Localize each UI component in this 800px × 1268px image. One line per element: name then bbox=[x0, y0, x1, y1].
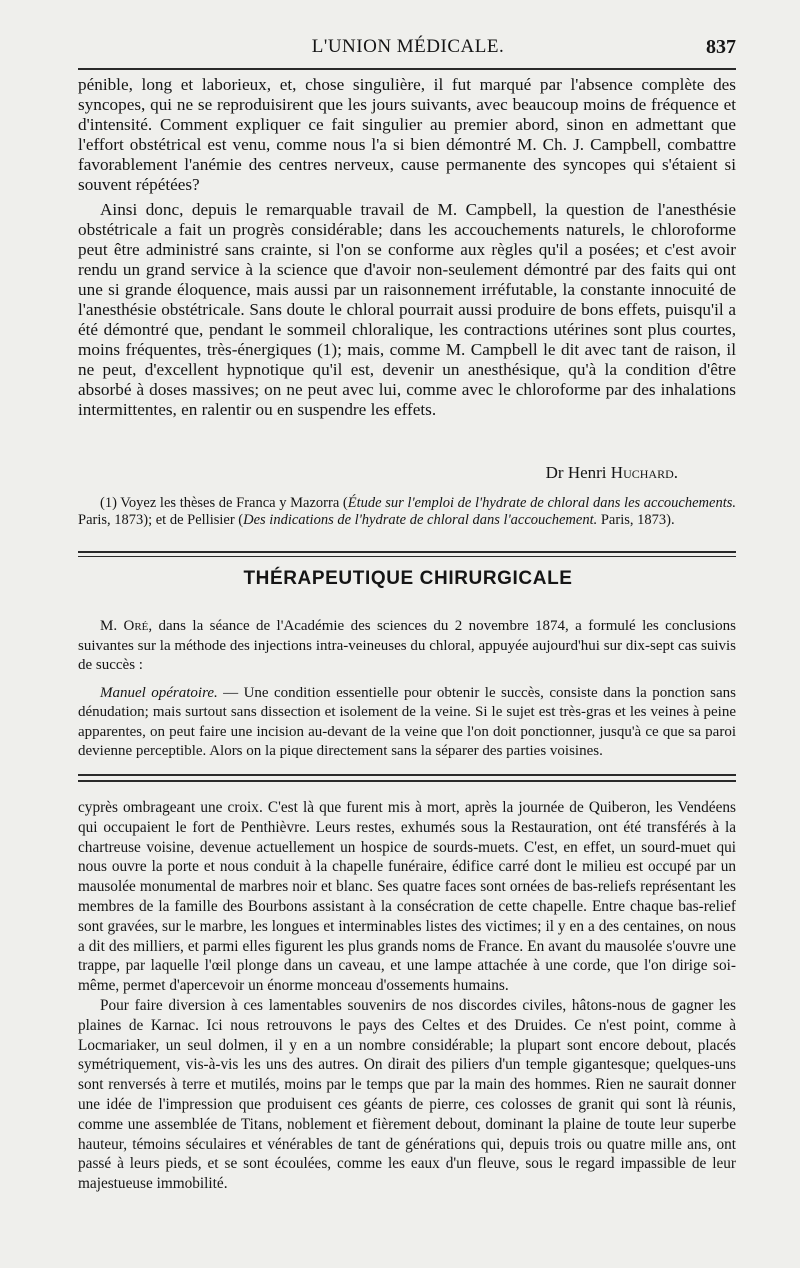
article-signature bbox=[78, 463, 678, 483]
feuilleton-rule-1 bbox=[78, 774, 736, 776]
section-intro: M. Oré, dans la séance de l'Académie des sciences du 2 novembre 1874, a formulé les conclusions suivantes sur la méthode des injections intra-veineuses du chloral, appuyée aujourd'hui sur dix-sept cas suivis de succès : bbox=[78, 618, 736, 673]
footnote-title-2: Des indications de l'hydrate de chloral dans l'accouchement. bbox=[243, 512, 598, 528]
footnote bbox=[78, 495, 736, 529]
article-paragraph-2: Ainsi donc, depuis le remarquable travail de M. Campbell, la question de l'anesthésie obstétricale a fait un progrès considérable; dans les accouchements naturels, le chloroforme peut être administré sans crainte, si l'on se conforme aux règles qu'il a posées; et c'est avoir rendu un grand service à la science que d'avoir non-seulement démontré par des faits qui ont une si grande éloquence, mais aussi par un raisonnement irréfutable, la constante innocuité de l'anesthésie obstétricale. Sans doute le chloral pourrait aussi produire de bons effets, puisqu'il a été démontré que, pendant le sommeil chloralique, les contractions utérines sont plus courtes, moins fréquentes, très-énergiques (1); mais, comme M. Campbell le dit avec tant de raison, il ne peut, d'excellent hypnotique qu'il est, devenir un anesthésique, qu'à la condition d'être absorbé à doses massives; on ne peut avec lui, comme avec le chloroforme par des inhalations intermittentes, en ralentir ou en suspendre les effets. bbox=[78, 200, 736, 419]
feuilleton-body bbox=[78, 798, 736, 1194]
section-title: THÉRAPEUTIQUE CHIRURGICALE bbox=[243, 568, 573, 589]
section-body bbox=[78, 617, 736, 762]
section-method: Manuel opératoire. — Une condition essentielle pour obtenir le succès, consiste dans la ponction sans dénudation; mais surtout sans dissection et isolement de la veine. Si le sujet est très-gras et les veines à peine apparentes, on peut faire une incision au-devant de la veine que l'on doit ponctionner, jusqu'à ce que sa paroi devienne perceptible. Alors on la pique directement sans la séparer des parties voisines. bbox=[78, 684, 736, 759]
signature-prefix: Dr Henri bbox=[545, 463, 611, 482]
footnote-mid: Paris, 1873); et de Pellisier ( bbox=[78, 512, 244, 528]
article-paragraph-1: pénible, long et laborieux, et, chose singulière, il fut marqué par l'absence complète des syncopes, qui ne se reproduisirent que les jours suivants, avec beaucoup moins de fréquence et d'intensité. Comment expliquer ce fait singulier au premier abord, sinon en admettant que l'effort obstétrical est venu, comme nous l'a si bien démontré M. Ch. J. Campbell, combattre favorablement l'anémie des centres nerveux, cause permanente des syncopes qui s'étaient si souvent répétées? bbox=[78, 75, 736, 194]
feuilleton-paragraph-2: Pour faire diversion à ces lamentables souvenirs de nos discordes civiles, hâtons-nous de gagner les plaines de Karnac. Ici nous retrouvons le pays des Celtes et des Druides. Ce n'est point, comme à Locmariaker, un seul dolmen, il y en a un nombre considérable; la plupart sont encore debout, placés symétriquement, vis-à-vis les uns des autres. On dirait des piliers d'un temple gigantesque; quelques-uns sont renversés à terre et mutilés, moins par le temps que par la main des hommes. Rien ne saurait donner une idée de l'impression que produisent ces géants de pierre, ces colosses de granit qui sont là réunis, comme une assemblée de Titans, noblement et fièrement debout, dominant la plaine de toute leur superbe hauteur, témoins séculaires et vénérables de tant de générations qui, depuis trois ou quatre mille ans, ont passé à leurs pieds, et se sont écoulées, comme les eaux d'un fleuve, sous le regard impassible de leur majestueuse immobilité. bbox=[78, 996, 736, 1193]
footnote-pre: (1) Voyez les thèses de Franca y Mazorra ( bbox=[100, 495, 348, 511]
running-head bbox=[78, 36, 738, 60]
section-rule-top-2 bbox=[78, 556, 736, 557]
signature-name: Huchard. bbox=[610, 463, 678, 482]
journal-title: L'UNION MÉDICALE. bbox=[311, 36, 505, 57]
header-rule bbox=[78, 68, 736, 70]
section-subhead: Manuel opératoire. bbox=[100, 684, 218, 701]
footnote-post: Paris, 1873). bbox=[597, 512, 675, 528]
article-body bbox=[78, 75, 736, 420]
feuilleton-paragraph-1: cyprès ombrageant une croix. C'est là que furent mis à mort, après la journée de Quiberon, les Vendéens qui occupaient le fort de Penthièvre. Leurs restes, exhumés sous la Restauration, ont été transférés à la chartreuse voisine, devenue actuellement un hospice de sourds-muets. C'est, en effet, un sourd-muet qui nous ouvre la porte et nous conduit à la chapelle funéraire, édifice carré dont le milieu est occupé par un mausolée monumental de marbres noir et blanc. Ses quatre faces sont ornées de bas-reliefs représentant les membres de la famille des Bourbons assistant à la consécration de cette chapelle. Entre chaque bas-relief sont gravées, sur le marbre, les longues et interminables listes des victimes; il y en a des centaines, on nous a dit des milliers, et parmi elles figurent les plus grands noms de France. En avant du mausolée s'ouvre une trappe, par laquelle l'œil plonge dans un caveau, et une lampe attachée à une corde, que l'on dirige soi-même, permet d'apercevoir un énorme monceau d'ossements humains. bbox=[78, 799, 736, 995]
feuilleton-rule-2 bbox=[78, 780, 736, 782]
page-number: 837 bbox=[706, 36, 736, 58]
section-rule-top-1 bbox=[78, 551, 736, 553]
section-author: M. Oré bbox=[100, 618, 149, 634]
footnote-title-1: Étude sur l'emploi de l'hydrate de chloral dans les accouchements. bbox=[347, 495, 737, 511]
